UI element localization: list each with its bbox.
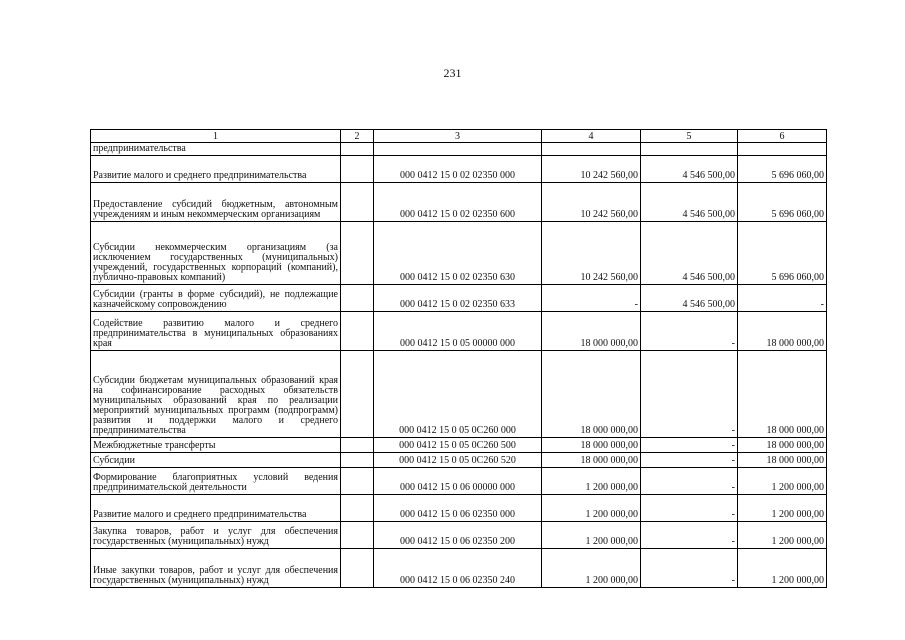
amount-col5-cell: - — [641, 522, 738, 549]
amount-col6-cell: 1 200 000,00 — [738, 549, 827, 588]
column-header: 6 — [738, 130, 827, 143]
budget-code-cell: 000 0412 15 0 05 0С260 000 — [374, 351, 542, 438]
budget-code-cell: 000 0412 15 0 02 02350 630 — [374, 222, 542, 285]
amount-col6-cell: 1 200 000,00 — [738, 522, 827, 549]
table-row — [91, 468, 827, 495]
column-2-cell — [341, 222, 374, 285]
table-row — [91, 438, 827, 453]
item-name-cell: Развитие малого и среднего предпринимательства — [91, 495, 341, 522]
budget-code-cell: 000 0412 15 0 06 02350 240 — [374, 549, 542, 588]
amount-col6-cell: 1 200 000,00 — [738, 495, 827, 522]
column-2-cell — [341, 522, 374, 549]
amount-col4-cell: 1 200 000,00 — [542, 468, 641, 495]
amount-col6-cell: 1 200 000,00 — [738, 468, 827, 495]
item-name-cell: Межбюджетные трансферты — [91, 438, 341, 453]
column-2-cell — [341, 312, 374, 351]
item-name-cell: Субсидии бюджетам муниципальных образований края на софинансирование расходных обязательств муниципальных образований края по реализации мероприятий муниципальных программ (подпрограмм) развития и поддержки малого и среднего предпринимательства — [91, 351, 341, 438]
amount-col4-cell: - — [542, 285, 641, 312]
amount-col5-cell: - — [641, 312, 738, 351]
amount-col4-cell: 1 200 000,00 — [542, 522, 641, 549]
amount-col6-cell: 5 696 060,00 — [738, 183, 827, 222]
column-2-cell — [341, 183, 374, 222]
table-body — [91, 143, 827, 588]
amount-col4-cell: 18 000 000,00 — [542, 453, 641, 468]
column-2-cell — [341, 453, 374, 468]
amount-col4-cell: 1 200 000,00 — [542, 549, 641, 588]
column-2-cell — [341, 495, 374, 522]
amount-col5-cell: 4 546 500,00 — [641, 183, 738, 222]
table-header-row — [91, 130, 827, 143]
amount-col5-cell: - — [641, 351, 738, 438]
amount-col4-cell: 10 242 560,00 — [542, 222, 641, 285]
column-header: 2 — [341, 130, 374, 143]
amount-col5-cell: - — [641, 549, 738, 588]
item-name-cell: Формирование благоприятных условий ведения предпринимательской деятельности — [91, 468, 341, 495]
amount-col4-cell: 18 000 000,00 — [542, 438, 641, 453]
item-name-cell: Субсидии (гранты в форме субсидий), не подлежащие казначейскому сопровождению — [91, 285, 341, 312]
item-name-cell: Предоставление субсидий бюджетным, автономным учреждениям и иным некоммерческим организациям — [91, 183, 341, 222]
budget-code-cell: 000 0412 15 0 06 02350 200 — [374, 522, 542, 549]
amount-col6-cell: 18 000 000,00 — [738, 438, 827, 453]
table-row — [91, 183, 827, 222]
table-row — [91, 522, 827, 549]
column-header: 5 — [641, 130, 738, 143]
column-2-cell — [341, 143, 374, 156]
amount-col6-cell: 5 696 060,00 — [738, 222, 827, 285]
budget-code-cell: 000 0412 15 0 06 02350 000 — [374, 495, 542, 522]
item-name-cell: Содействие развитию малого и среднего предпринимательства в муниципальных образованиях края — [91, 312, 341, 351]
amount-col4-cell: 1 200 000,00 — [542, 495, 641, 522]
amount-col5-cell: - — [641, 495, 738, 522]
column-2-cell — [341, 549, 374, 588]
amount-col5-cell: 4 546 500,00 — [641, 285, 738, 312]
table-row — [91, 453, 827, 468]
table-row — [91, 351, 827, 438]
budget-code-cell: 000 0412 15 0 02 02350 000 — [374, 156, 542, 183]
budget-code-cell: 000 0412 15 0 05 0С260 520 — [374, 453, 542, 468]
amount-col6-cell: - — [738, 285, 827, 312]
budget-code-cell: 000 0412 15 0 05 0С260 500 — [374, 438, 542, 453]
column-header: 1 — [91, 130, 341, 143]
column-2-cell — [341, 468, 374, 495]
item-name-cell: предпринимательства — [91, 143, 341, 156]
item-name-cell: Закупка товаров, работ и услуг для обеспечения государственных (муниципальных) нужд — [91, 522, 341, 549]
budget-code-cell: 000 0412 15 0 02 02350 633 — [374, 285, 542, 312]
column-2-cell — [341, 438, 374, 453]
table-row — [91, 549, 827, 588]
amount-col5-cell: - — [641, 438, 738, 453]
table-row — [91, 143, 827, 156]
item-name-cell: Развитие малого и среднего предпринимательства — [91, 156, 341, 183]
table-row — [91, 495, 827, 522]
table-row — [91, 222, 827, 285]
table-row — [91, 312, 827, 351]
budget-code-cell: 000 0412 15 0 05 00000 000 — [374, 312, 542, 351]
amount-col5-cell: 4 546 500,00 — [641, 222, 738, 285]
amount-col6-cell: 5 696 060,00 — [738, 156, 827, 183]
item-name-cell: Субсидии некоммерческим организациям (за исключением государственных (муниципальных) учреждений, государственных корпораций (компаний), публично-правовых компаний) — [91, 222, 341, 285]
amount-col6-cell: 18 000 000,00 — [738, 453, 827, 468]
column-header: 4 — [542, 130, 641, 143]
amount-col6-cell — [738, 143, 827, 156]
amount-col6-cell: 18 000 000,00 — [738, 312, 827, 351]
column-2-cell — [341, 285, 374, 312]
table-row — [91, 285, 827, 312]
budget-code-cell: 000 0412 15 0 02 02350 600 — [374, 183, 542, 222]
amount-col4-cell: 18 000 000,00 — [542, 312, 641, 351]
amount-col6-cell: 18 000 000,00 — [738, 351, 827, 438]
column-header: 3 — [374, 130, 542, 143]
amount-col4-cell: 10 242 560,00 — [542, 183, 641, 222]
budget-table — [90, 129, 827, 588]
column-2-cell — [341, 156, 374, 183]
amount-col5-cell — [641, 143, 738, 156]
page-number: 231 — [443, 66, 462, 80]
amount-col4-cell — [542, 143, 641, 156]
amount-col4-cell: 18 000 000,00 — [542, 351, 641, 438]
amount-col5-cell: - — [641, 453, 738, 468]
column-2-cell — [341, 351, 374, 438]
budget-code-cell: 000 0412 15 0 06 00000 000 — [374, 468, 542, 495]
table-row — [91, 156, 827, 183]
amount-col5-cell: 4 546 500,00 — [641, 156, 738, 183]
amount-col5-cell: - — [641, 468, 738, 495]
item-name-cell: Субсидии — [91, 453, 341, 468]
amount-col4-cell: 10 242 560,00 — [542, 156, 641, 183]
item-name-cell: Иные закупки товаров, работ и услуг для обеспечения государственных (муниципальных) нужд — [91, 549, 341, 588]
budget-code-cell — [374, 143, 542, 156]
